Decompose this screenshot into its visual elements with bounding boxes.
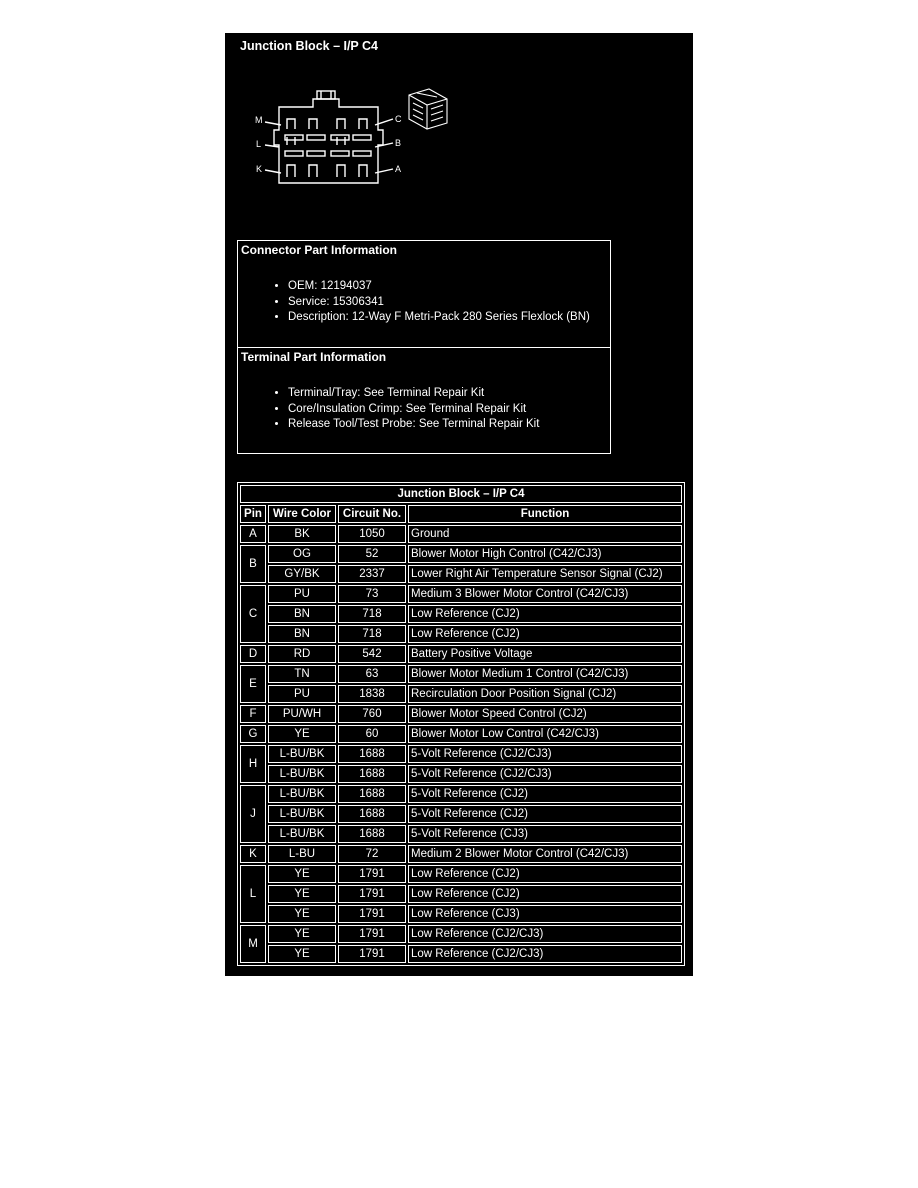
table-row <box>240 565 682 583</box>
wire-color-cell: YE <box>268 925 336 943</box>
function-cell: Low Reference (CJ2/CJ3) <box>408 925 682 943</box>
connector-latch <box>317 91 335 99</box>
function-cell: Lower Right Air Temperature Sensor Signal (CJ2) <box>408 565 682 583</box>
wire-color-cell: BK <box>268 525 336 543</box>
circuit-no-cell: 63 <box>338 665 406 683</box>
function-cell: Low Reference (CJ3) <box>408 905 682 923</box>
pin-cell: D <box>240 645 266 663</box>
pin-cell: H <box>240 745 266 783</box>
connector-diagram <box>251 85 451 195</box>
list-item: • Service: 15306341 <box>288 295 610 311</box>
connector-3d-image <box>409 89 447 129</box>
pin-cell: F <box>240 705 266 723</box>
list-item: • Core/Insulation Crimp: See Terminal Repair Kit <box>288 402 610 418</box>
header-wire-color: Wire Color <box>268 505 336 523</box>
table-row <box>240 665 682 683</box>
circuit-no-cell: 1791 <box>338 925 406 943</box>
table-row <box>240 625 682 643</box>
table-row <box>240 545 682 563</box>
table-title: Junction Block – I/P C4 <box>240 485 682 503</box>
pin-cell: J <box>240 785 266 843</box>
table-row <box>240 765 682 783</box>
circuit-no-cell: 73 <box>338 585 406 603</box>
list-item: • Release Tool/Test Probe: See Terminal Repair Kit <box>288 417 610 433</box>
wire-color-cell: OG <box>268 545 336 563</box>
function-cell: Medium 2 Blower Motor Control (C42/CJ3) <box>408 845 682 863</box>
function-cell: Low Reference (CJ2/CJ3) <box>408 945 682 963</box>
circuit-no-cell: 1688 <box>338 765 406 783</box>
function-cell: Ground <box>408 525 682 543</box>
table-row <box>240 925 682 943</box>
circuit-no-cell: 1688 <box>338 785 406 803</box>
function-cell: Blower Motor Speed Control (CJ2) <box>408 705 682 723</box>
function-cell: Low Reference (CJ2) <box>408 605 682 623</box>
list-item: • OEM: 12194037 <box>288 279 610 295</box>
table-row <box>240 805 682 823</box>
header-pin: Pin <box>240 505 266 523</box>
pin-cell: E <box>240 665 266 703</box>
circuit-no-cell: 72 <box>338 845 406 863</box>
table-row <box>240 825 682 843</box>
pin-cell: M <box>240 925 266 963</box>
function-cell: 5-Volt Reference (CJ2) <box>408 785 682 803</box>
table-row <box>240 605 682 623</box>
table-row <box>240 785 682 803</box>
circuit-no-cell: 1791 <box>338 865 406 883</box>
function-cell: Low Reference (CJ2) <box>408 625 682 643</box>
circuit-no-cell: 1688 <box>338 825 406 843</box>
wire-color-cell: GY/BK <box>268 565 336 583</box>
wire-color-cell: YE <box>268 885 336 903</box>
wire-color-cell: L-BU/BK <box>268 745 336 763</box>
table-row <box>240 905 682 923</box>
connector-info-heading: Connector Part Information <box>241 243 398 257</box>
label-m: M <box>255 115 263 125</box>
terminal-info-heading: Terminal Part Information <box>241 350 387 364</box>
header-function: Function <box>408 505 682 523</box>
circuit-no-cell: 1791 <box>338 885 406 903</box>
circuit-no-cell: 1791 <box>338 945 406 963</box>
function-cell: 5-Volt Reference (CJ2) <box>408 805 682 823</box>
wire-color-cell: L-BU <box>268 845 336 863</box>
circuit-no-cell: 60 <box>338 725 406 743</box>
function-cell: Medium 3 Blower Motor Control (C42/CJ3) <box>408 585 682 603</box>
table-row <box>240 525 682 543</box>
function-cell: 5-Volt Reference (CJ2/CJ3) <box>408 745 682 763</box>
label-b: B <box>395 138 402 148</box>
terminal-part-info <box>237 347 611 454</box>
wire-color-cell: L-BU/BK <box>268 765 336 783</box>
function-cell: Blower Motor Medium 1 Control (C42/CJ3) <box>408 665 682 683</box>
table-row <box>240 585 682 603</box>
pin-cell: B <box>240 545 266 583</box>
wire-color-cell: YE <box>268 865 336 883</box>
label-k: K <box>256 164 263 174</box>
pinout-table-wrap <box>237 482 685 966</box>
circuit-no-cell: 2337 <box>338 565 406 583</box>
circuit-no-cell: 718 <box>338 605 406 623</box>
wire-color-cell: RD <box>268 645 336 663</box>
circuit-no-cell: 1791 <box>338 905 406 923</box>
table-row <box>240 645 682 663</box>
table-row <box>240 865 682 883</box>
wire-color-cell: YE <box>268 725 336 743</box>
wire-color-cell: PU <box>268 685 336 703</box>
circuit-no-cell: 1838 <box>338 685 406 703</box>
page-title: Junction Block – I/P C4 <box>240 39 379 53</box>
pin-cell: G <box>240 725 266 743</box>
connector-info-list <box>238 279 610 326</box>
list-item: • Terminal/Tray: See Terminal Repair Kit <box>288 386 610 402</box>
function-cell: Recirculation Door Position Signal (CJ2) <box>408 685 682 703</box>
header-circuit-no: Circuit No. <box>338 505 406 523</box>
label-a: A <box>395 164 402 174</box>
circuit-no-cell: 760 <box>338 705 406 723</box>
label-c: C <box>395 114 402 124</box>
wire-color-cell: YE <box>268 945 336 963</box>
pin-cell: L <box>240 865 266 923</box>
pin-cell: A <box>240 525 266 543</box>
wire-color-cell: BN <box>268 605 336 623</box>
wire-color-cell: L-BU/BK <box>268 785 336 803</box>
wire-color-cell: TN <box>268 665 336 683</box>
function-cell: Battery Positive Voltage <box>408 645 682 663</box>
table-body <box>240 525 682 963</box>
wire-color-cell: YE <box>268 905 336 923</box>
circuit-no-cell: 1050 <box>338 525 406 543</box>
wire-color-cell: BN <box>268 625 336 643</box>
table-row <box>240 845 682 863</box>
document-panel <box>225 33 693 976</box>
circuit-no-cell: 52 <box>338 545 406 563</box>
circuit-no-cell: 718 <box>338 625 406 643</box>
circuit-no-cell: 1688 <box>338 805 406 823</box>
table-row <box>240 945 682 963</box>
pinout-table <box>237 482 685 966</box>
wire-color-cell: L-BU/BK <box>268 825 336 843</box>
wire-color-cell: L-BU/BK <box>268 805 336 823</box>
function-cell: Blower Motor High Control (C42/CJ3) <box>408 545 682 563</box>
wire-color-cell: PU <box>268 585 336 603</box>
connector-part-info <box>237 240 611 348</box>
terminal-info-list <box>238 386 610 433</box>
table-row <box>240 745 682 763</box>
wire-color-cell: PU/WH <box>268 705 336 723</box>
circuit-no-cell: 542 <box>338 645 406 663</box>
function-cell: 5-Volt Reference (CJ2/CJ3) <box>408 765 682 783</box>
circuit-no-cell: 1688 <box>338 745 406 763</box>
table-row <box>240 705 682 723</box>
pin-cell: C <box>240 585 266 643</box>
table-row <box>240 725 682 743</box>
function-cell: Blower Motor Low Control (C42/CJ3) <box>408 725 682 743</box>
list-item: • Description: 12-Way F Metri-Pack 280 Series Flexlock (BN) <box>288 310 610 326</box>
table-row <box>240 885 682 903</box>
function-cell: Low Reference (CJ2) <box>408 885 682 903</box>
label-l: L <box>256 139 262 149</box>
pin-cell: K <box>240 845 266 863</box>
function-cell: 5-Volt Reference (CJ3) <box>408 825 682 843</box>
function-cell: Low Reference (CJ2) <box>408 865 682 883</box>
table-row <box>240 685 682 703</box>
